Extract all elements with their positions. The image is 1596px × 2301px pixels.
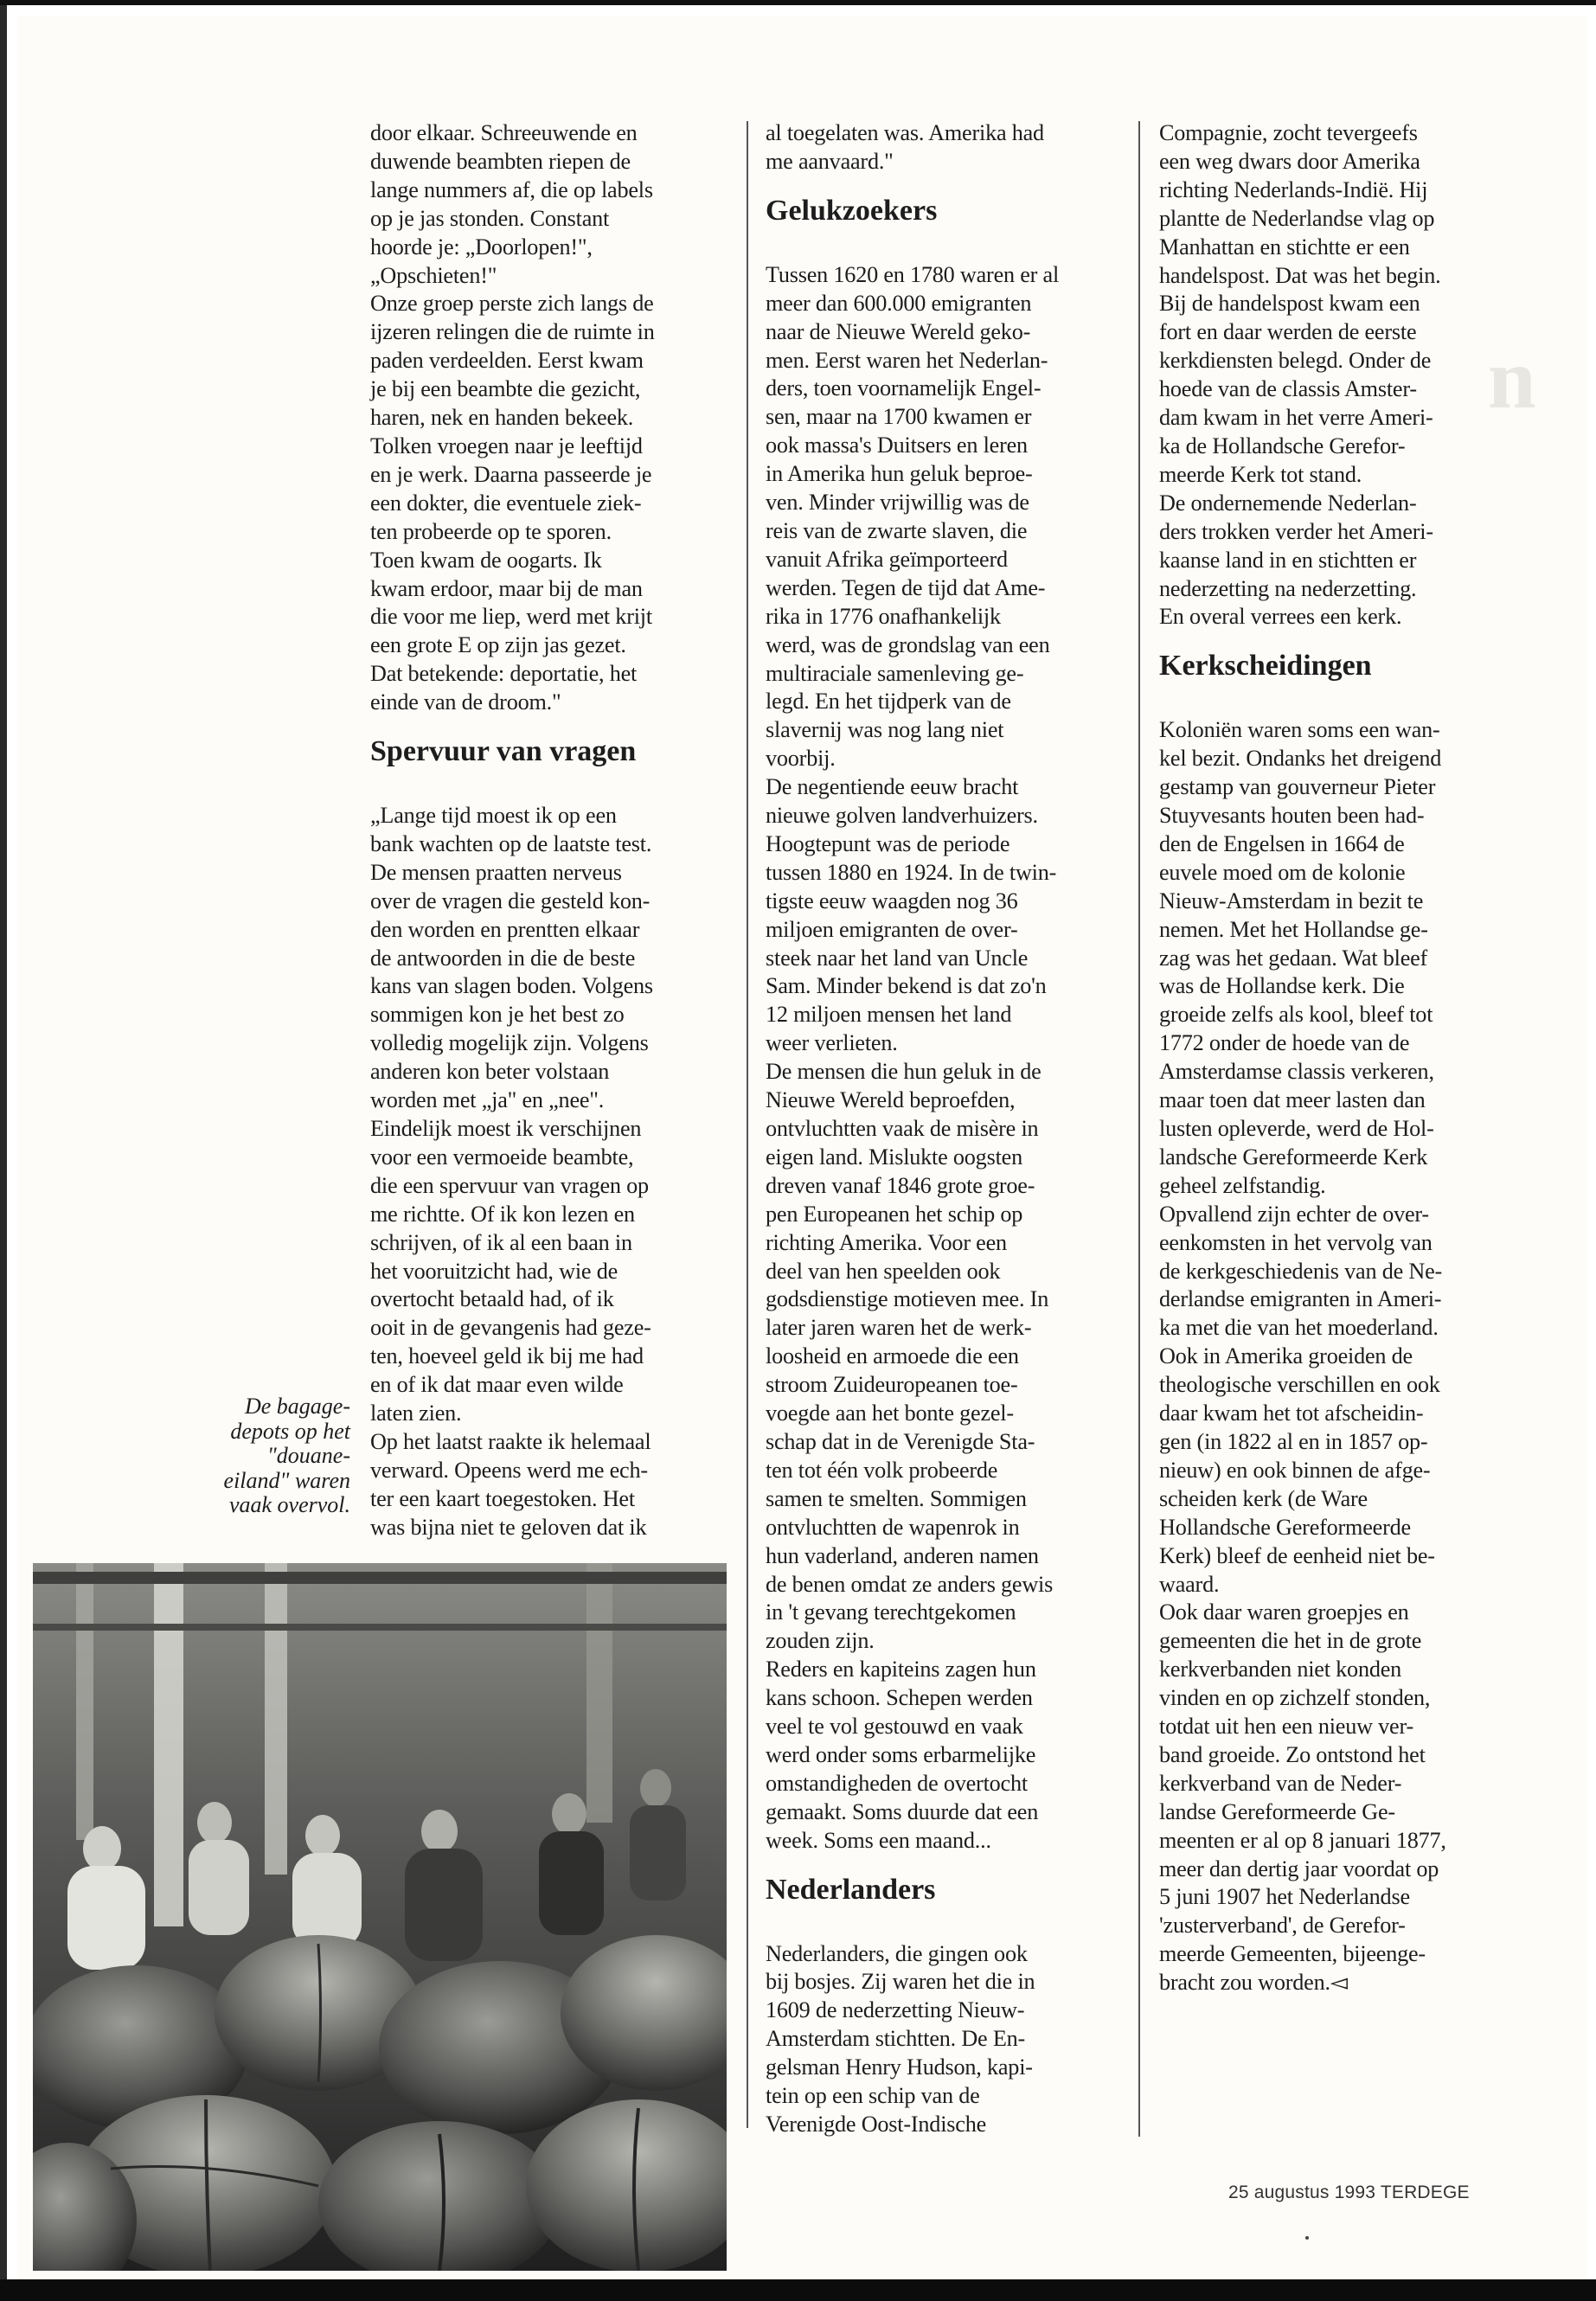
col2-paragraph-5: Reders en kapiteins zagen hun kans schoon. Schepen werden veel te vol gestouwd en vaak werd onder soms erbarmelijke omstandigheden de overtocht gemaakt. Soms duurde dat een week. Soms een maand...: [766, 1657, 1039, 1853]
col3-paragraph-2: Bij de handelspost kwam een fort en daar werden de eerste kerkdiensten belegd. Onder de hoede van de classis Amster- dam kwam in het verre Ameri- ka de Hollandsche Gerefor- meerde Kerk tot stand.: [1159, 291, 1433, 487]
footer-dot: [1305, 2236, 1309, 2240]
col1-paragraph-3: „Lange tijd moest ik op een bank wachten op de laatste test. De mensen praatten nerveus over de vragen die gesteld kon- den worden en prentten elkaar de antwoorden in die de beste kans van slagen boden. Volgens sommigen kon je het best zo volledig mogelijk zijn. Volgens anderen kon beter volstaan worden met „ja" en „nee".: [370, 803, 653, 1113]
article-column-3: [1159, 119, 1505, 1997]
col2-paragraph-2: Tussen 1620 en 1780 waren er al meer dan 600.000 emigranten naar de Nieuwe Wereld geko- men. Eerst waren het Nederlan- ders, toen voornamelijk Engel- sen, maar na 1700 kwamen er ook massa's Duitsers en leren in Amerika hun geluk beproe- ven. Minder vrijwillig was de reis van de zwarte slaven, die vanuit Afrika geïmporteerd werden. Tegen de tijd dat Ame- rika in 1776 onafhankelijk werd, was de grondslag van een multiraciale samenleving ge- legd. En het tijdperk van de slavernij was nog lang niet voorbij.: [766, 261, 1060, 772]
column-divider-1: [747, 121, 748, 2128]
col2-paragraph-4: De mensen die hun geluk in de Nieuwe Wereld beproefden, ontvluchtten vaak de misère in eigen land. Mislukte oogsten dreven vanaf 1846 grote groe- pen Europeanen het schip op richting Amerika. Voor een deel van hen speelden ook godsdienstige motieven mee. In later jaren waren het de werk- loosheid en armoede die een stroom Zuideuropeanen toe- voegde aan het bonte gezel- schap dat in de Verenigde Sta- ten tot één volk probeerde samen te smelten. Sommigen ontvluchtten de wapenrok in hun vaderland, anderen namen de benen omdat ze anders gewis in 't gevang terechtgekomen zouden zijn.: [766, 1059, 1054, 1654]
col3-paragraph-6: Ook daar waren groepjes en gemeenten die het in de grote kerkverbanden niet konden vinden en op zichzelf stonden, totdat uit hen een nieuw ver- band groeide. Zo ontstond het kerkverband van de Neder- landse Gereformeerde Ge- meenten er al op 8 januari 1877, meer dan dertig jaar voordat op 5 juni 1907 het Nederlandse 'zusterverband', de Gerefor- meerde Gemeenten, bijeenge- bracht zou worden.◅: [1159, 1599, 1446, 1996]
col2-paragraph-3: De negentiende eeuw bracht nieuwe golven landverhuizers. Hoogtepunt was de periode tussen 1880 en 1924. In de twin- tigste eeuw waagden nog 36 miljoen emigranten de over- steek naar het land van Uncle Sam. Minder bekend is dat zo'n 12 miljoen mensen het land weer verlieten.: [766, 774, 1057, 1056]
scan-bottom-edge: [0, 2279, 1596, 2301]
scan-top-edge: [0, 0, 1596, 5]
col1-paragraph-1: door elkaar. Schreeuwende en duwende beambten riepen de lange nummers af, die op labels op je jas stonden. Constant hoorde je: „Doorlopen!", „Opschieten!": [370, 120, 653, 288]
col3-paragraph-1: Compagnie, zocht tevergeefs een weg dwars door Amerika richting Nederlands-Indië. Hij plantte de Nederlandse vlag op Manhattan en stichtte er een handelspost. Dat was het begin.: [1159, 120, 1441, 288]
col2-paragraph-6: Nederlanders, die gingen ook bij bosjes. Zij waren het die in 1609 de nederzetting Nieuw- Amsterdam stichtten. De En- gelsman Henry Hudson, kapi- tein op een schip van de Verenigde Oost-Indische: [766, 1940, 1035, 2137]
heading-spervuur: Spervuur van vragen: [370, 735, 637, 768]
col1-paragraph-5: Op het laatst raakte ik helemaal verward. Opeens werd me ech- ter een kaart toegestoken. Het was bijna niet te geloven dat ik: [370, 1428, 651, 1540]
heading-gelukzoekers: Gelukzoekers: [766, 194, 938, 227]
photo-illustration: [33, 1563, 727, 2271]
heading-kerkscheidingen: Kerkscheidingen: [1159, 650, 1372, 683]
page-footer-date-publication: 25 augustus 1993 TERDEGE: [1228, 2182, 1470, 2202]
col3-paragraph-3: De ondernemende Nederlan- ders trokken verder het Ameri- kaanse land in en stichtten er nederzetting na nederzetting. En overal verrees een kerk.: [1159, 490, 1433, 630]
heading-nederlanders: Nederlanders: [766, 1873, 936, 1906]
col1-paragraph-2: Onze groep perste zich langs de ijzeren relingen die de ruimte in paden verdeelden. Eerst kwam je bij een beambte die gezicht, haren, nek en handen bekeek. Tolken vroegen naar je leeftijd en je werk. Daarna passeerde je een dokter, die eventuele ziek- ten probeerde op te sporen. Toen kwam de oogarts. Ik kwam erdoor, maar bij de man die voor me liep, werd met krijt een grote E op zijn jas gezet. Dat betekende: deportatie, het einde van de droom.": [370, 291, 655, 715]
scan-left-edge: [0, 0, 7, 2301]
col3-paragraph-4: Koloniën waren soms een wan- kel bezit. Ondanks het dreigend gestamp van gouverneur Pieter Stuyvesants houten been had- den de Engelsen in 1664 de euvele moed om de kolonie Nieuw-Amsterdam in bezit te nemen. Met het Hollandse ge- zag was het gedaan. Wat bleef was de Hollandse kerk. Die groeide zelfs als kool, bleef tot 1772 onder de hoede van de Amsterdamse classis verkeren, maar toen dat meer lasten dan lusten opleverde, werd de Hol- landsche Gereformeerde Kerk geheel zelfstandig.: [1159, 717, 1442, 1198]
article-column-1: [370, 119, 716, 1542]
photo-caption: De bagage- depots op het "douane- eiland" waren vaak overvol.: [223, 1394, 350, 1518]
column-divider-2: [1138, 121, 1140, 2137]
article-column-2: [766, 119, 1112, 2139]
col1-paragraph-4: Eindelijk moest ik verschijnen voor een vermoeide beambte, die een spervuur van vragen op me richtte. Of ik kon lezen en schrijven, of ik al een baan in het vooruitzicht had, wie de overtocht betaald had, of ik ooit in de gevangenis had geze- ten, hoeveel geld ik bij me had en of ik dat maar even wilde laten zien.: [370, 1116, 651, 1426]
baggage-depot-photo: [33, 1563, 727, 2271]
col2-paragraph-1: al toegelaten was. Amerika had me aanvaard.": [766, 120, 1044, 174]
col3-paragraph-5: Opvallend zijn echter de over- eenkomsten in het vervolg van de kerkgeschiedenis van de Ne- derlandse emigranten in Ameri- ka met die van het moederland. Ook in Amerika groeiden de theologische verschillen en ook daar kwam het tot afscheidin- gen (in 1822 al en in 1857 op- nieuw) en ook binnen de afge- scheiden kerk (de Ware Hollandsche Gereformeerde Kerk) bleef de eenheid niet be- waard.: [1159, 1201, 1443, 1597]
faint-bleed-through: n: [1488, 330, 1536, 426]
